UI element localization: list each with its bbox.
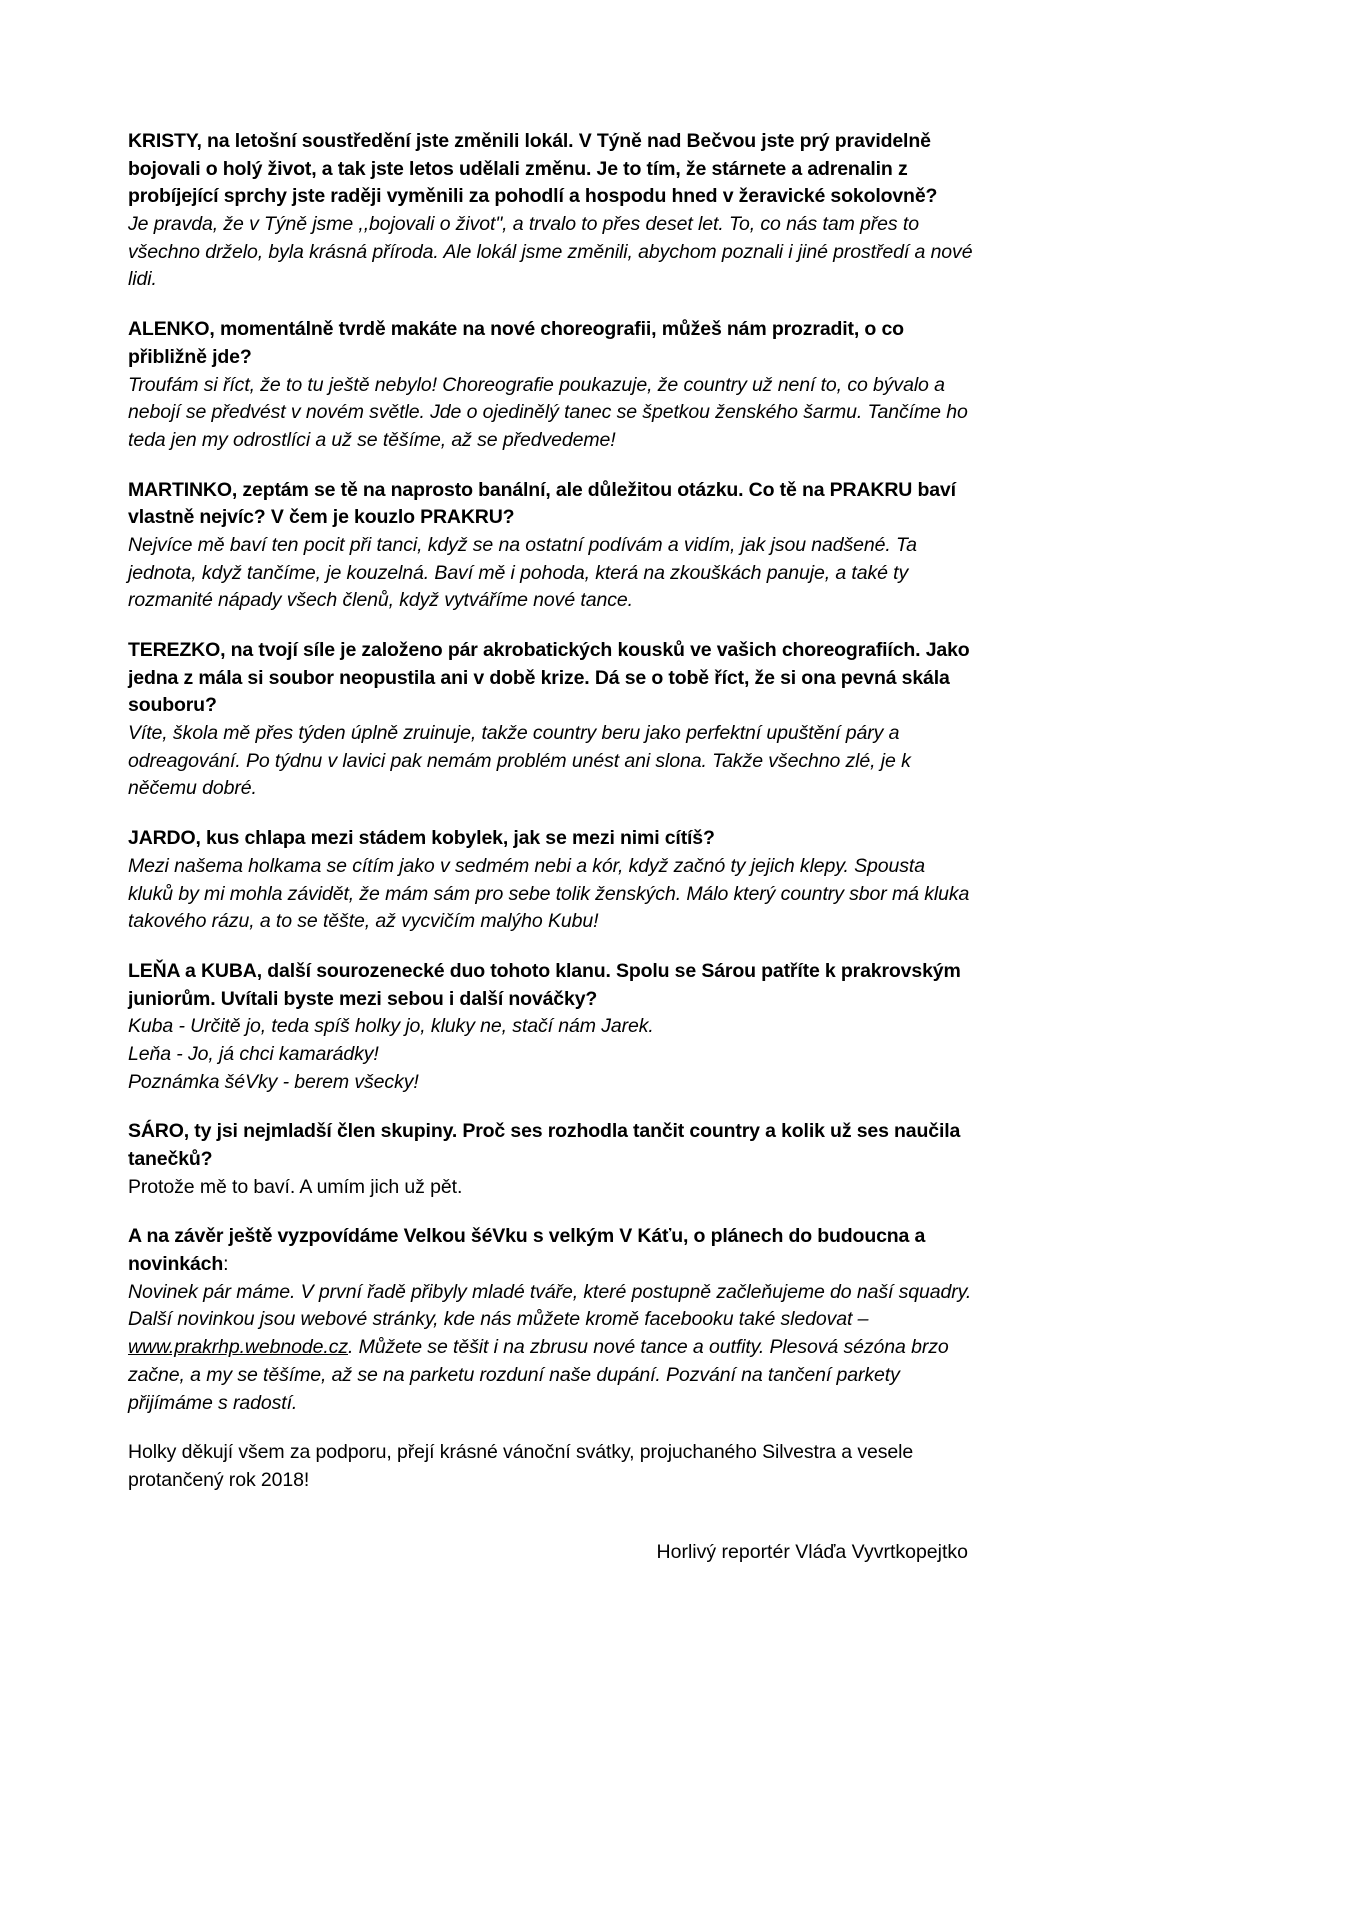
reporter-signature: Horlivý reportér Vláďa Vyvrtkopejtko	[656, 1540, 968, 1563]
answer-saro: Protože mě to baví. A umím jich už pět.	[128, 1175, 463, 1198]
closing-paragraph: Holky děkují všem za podporu, přejí krásné vánoční svátky, projuchaného Silvestra a vesele protančený rok 2018!	[128, 1441, 914, 1491]
answer-line-lena: Leňa - Jo, já chci kamarádky!	[128, 1042, 379, 1065]
qa-section-kristy	[128, 128, 973, 294]
answer-jardo: Mezi našema holkama se cítím jako v sedmém nebi a kór, když začnó ty jejich klepy. Spousta kluků by mi mohla závidět, že mám sám pro sebe tolik ženských. Málo který country sbor má kluka takového rázu, a to se těšte, až vycvičím malýho Kubu!	[128, 854, 970, 933]
answer-kristy: Je pravda, že v Týně jsme ,,bojovali o život", a trvalo to přes deset let. To, co nás tam přes to všechno drželo, byla krásná příroda. Ale lokál jsme změnili, abychom poznali i jiné prostředí a nové lidi.	[128, 213, 973, 291]
qa-section-lena-kuba	[128, 958, 973, 1096]
answer-zaver-part-2: . Můžete se těšit i na zbrusu nové tance a outfity. Plesová sézóna brzo začne, a my se těšíme, až se na parketu rozduní naše dupání. Pozvání na tančení parkety přijímáme s radostí.	[128, 1336, 949, 1414]
answer-alenko: Troufám si říct, že to tu ještě nebylo! Choreografie poukazuje, že country už není to, co bývalo a nebojí se předvést v novém světle. Jde o ojedinělý tanec se špetkou ženského šarmu. Tančíme ho teda jen my odrostlíci a už se těšíme, až se předvedeme!	[128, 373, 968, 451]
answer-martinko: Nejvíce mě baví ten pocit při tanci, když se na ostatní podívám a vidím, jak jsou nadšené. Ta jednota, když tančíme, je kouzelná. Baví mě i pohoda, která na zkouškách panuje, a také ty rozmanité nápady všech členů, když vytváříme nové tance.	[128, 533, 917, 612]
qa-section-martinko	[128, 477, 973, 615]
qa-section-alenko	[128, 316, 973, 454]
signature-block	[128, 1539, 973, 1567]
answer-zaver	[128, 1279, 973, 1417]
document-body	[128, 128, 973, 1566]
qa-section-jardo	[128, 825, 973, 936]
question-jardo: JARDO, kus chlapa mezi stádem kobylek, jak se mezi nimi cítíš?	[128, 827, 715, 850]
question-alenko: ALENKO, momentálně tvrdě makáte na nové choreografii, můžeš nám prozradit, o co přibližně jde?	[128, 318, 904, 368]
closing-block	[128, 1439, 973, 1494]
qa-section-terezko	[128, 637, 973, 803]
answer-line-sevka-note: Poznámka šéVky - berem všecky!	[128, 1070, 419, 1093]
question-zaver-colon: :	[223, 1253, 229, 1276]
answer-zaver-part-1: Novinek pár máme. V první řadě přibyly mladé tváře, které postupně začleňujeme do naší squadry. Další novinkou jsou webové stránky, kde nás můžete kromě facebooku také sledovat –	[128, 1280, 972, 1331]
question-terezko: TEREZKO, na tvojí síle je založeno pár akrobatických kousků ve vašich choreografiích. Jako jedna z mála si soubor neopustila ani v době krize. Dá se o tobě říct, že si ona pevná skála souboru?	[128, 639, 970, 717]
qa-section-saro	[128, 1118, 973, 1201]
question-zaver-text: A na závěr ještě vyzpovídáme Velkou šéVku s velkým V Káťu, o plánech do budoucna a novinkách	[128, 1225, 926, 1276]
question-saro: SÁRO, ty jsi nejmladší člen skupiny. Proč ses rozhodla tančit country a kolik už ses naučila tanečků?	[128, 1120, 961, 1170]
question-zaver	[128, 1223, 973, 1278]
answer-terezko: Víte, škola mě přes týden úplně zruinuje, takže country beru jako perfektní upuštění páry a odreagování. Po týdnu v lavici pak nemám problém unést ani slona. Takže všechno zlé, je k něčemu dobré.	[128, 722, 911, 800]
question-kristy: KRISTY, na letošní soustředění jste změnili lokál. V Týně nad Bečvou jste prý pravidelně bojovali o holý život, a tak jste letos udělali změnu. Je to tím, že stárnete a adrenalin z probíjející sprchy jste raději vyměnili za pohodlí a hospodu hned v žeravické sokolovně?	[128, 130, 938, 208]
qa-section-zaver	[128, 1223, 973, 1417]
answer-line-kuba: Kuba - Určitě jo, teda spíš holky jo, kluky ne, stačí nám Jarek.	[128, 1015, 654, 1038]
question-martinko: MARTINKO, zeptám se tě na naprosto banální, ale důležitou otázku. Co tě na PRAKRU baví vlastně nejvíc? V čem je kouzlo PRAKRU?	[128, 478, 956, 529]
website-link[interactable]: www.prakrhp.webnode.cz	[128, 1336, 348, 1359]
question-lena-kuba: LEŇA a KUBA, další sourozenecké duo tohoto klanu. Spolu se Sárou patříte k prakrovským juniorům. Uvítali byste mezi sebou i další nováčky?	[128, 959, 961, 1010]
